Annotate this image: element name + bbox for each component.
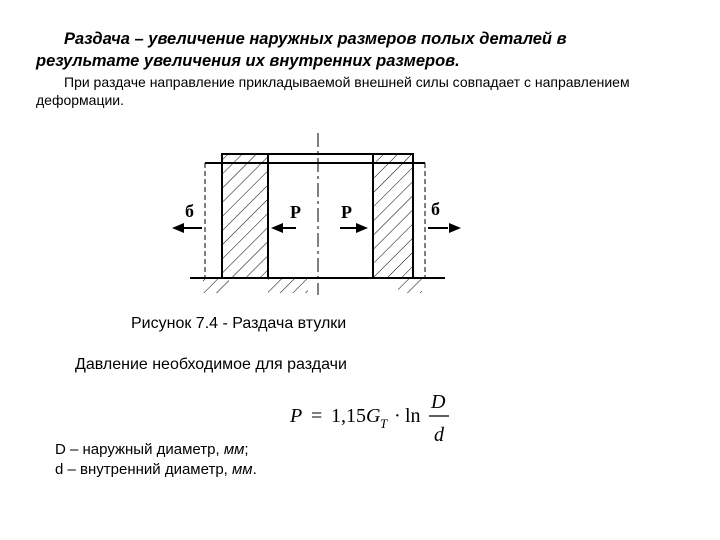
pressure-formula: [289, 391, 449, 446]
formula-g-subscript: T: [380, 416, 388, 431]
legend-end-inner: .: [252, 461, 257, 478]
legend-line-outer-diameter: [55, 440, 257, 460]
formula-coefficient: 1,15: [331, 405, 366, 427]
legend-symbol-d-upper: D: [55, 441, 66, 458]
legend-line-inner-diameter: [55, 460, 257, 480]
ground-hatch-center: [268, 279, 308, 293]
note-line-1: При раздаче направление прикладываемой внешней силы совпадает с направлением: [64, 74, 630, 90]
label-sigma-left: б: [185, 201, 194, 221]
pressure-heading: Давление необходимое для раздачи: [75, 356, 347, 373]
legend-text-inner: – внутренний диаметр,: [63, 461, 232, 478]
ground-hatch-left: [203, 279, 229, 293]
legend-unit-inner: мм: [232, 461, 253, 478]
arrow-left-outer: [172, 223, 202, 233]
legend-symbol-d-lower: d: [55, 461, 64, 478]
formula-g: G: [366, 405, 381, 427]
left-bushing-wall: [222, 154, 268, 278]
legend-end-outer: ;: [244, 441, 249, 458]
definition-line-1: Раздача – увеличение наружных размеров полых деталей в: [64, 30, 567, 48]
legend: [55, 440, 257, 480]
formula-lhs: P: [290, 405, 303, 427]
formula-denominator: d: [434, 424, 444, 446]
arrow-p-left: [271, 223, 296, 233]
formula-ln: ln: [405, 405, 421, 427]
label-sigma-right: б: [431, 199, 440, 219]
formula-equals: =: [311, 405, 323, 427]
note-line-2: деформации.: [36, 92, 125, 108]
punch-rim: [268, 154, 373, 163]
label-p-left: P: [290, 202, 301, 222]
formula-dot: ·: [394, 405, 401, 427]
arrow-right-outer: [428, 223, 461, 233]
label-p-right: P: [341, 202, 352, 222]
legend-text-outer: – наружный диаметр,: [65, 441, 224, 458]
arrow-p-right: [340, 223, 368, 233]
legend-unit-outer: мм: [223, 441, 245, 458]
figure-caption: Рисунок 7.4 - Раздача втулки: [131, 315, 347, 332]
formula-numerator: D: [431, 391, 446, 413]
right-bushing-wall: [373, 154, 413, 278]
ground-hatch-right: [398, 279, 422, 293]
definition-line-2: результате увеличения их внутренних размеров.: [36, 52, 460, 70]
